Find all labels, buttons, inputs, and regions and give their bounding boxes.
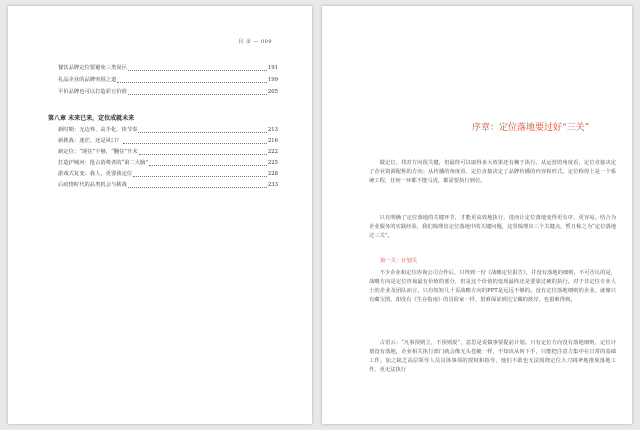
toc-entry xyxy=(58,149,278,156)
body-paragraph: 做定位，找对方向很关键，但最终可以取得多大效果还有赖于执行。从运营的角度看，定位直接决定了企业资源配称的方向；从传播的角度看，定位直接决定了品牌传播的内容和形式。定位称得上是一个系统工程，任何一环都不能马虎，都需要执行到位。 xyxy=(369,160,616,184)
toc-leader-dots xyxy=(128,69,267,71)
toc-entry xyxy=(58,77,278,84)
toc-entry xyxy=(58,65,278,72)
body-paragraph: 不少企业和定位咨询公司合作后，只得到一份《战略定位报告》，并没有落地的细则，不可否认的是，战略方向是定位咨询最有价值的部分，但是这个价值的变现最终还是要靠过硬的执行。对于非定位专业人士的企业及团队而言，只有短短几十页战略方向的PPT是远远不够的。没有定位落地细则的企业，就像只有藏宝图，却没有《生存指南》的冒险家一样，很难保证到达宝藏的彼岸，也很难得到。 xyxy=(369,270,616,303)
toc-leader-dots xyxy=(128,93,267,95)
toc-leader-dots xyxy=(123,142,267,144)
left-page xyxy=(8,6,312,424)
toc-entry-title: 平价品牌也可以打造彩豆价值 xyxy=(58,89,127,95)
running-head: 目 录 — 009 xyxy=(238,39,272,45)
toc-entry-page: 213 xyxy=(267,127,278,133)
toc-entry-title: 后疫情时代的品类机会与挑战 xyxy=(58,182,127,188)
toc-leader-dots xyxy=(128,186,267,188)
prologue-title: 序章：定位落地要过好“三关” xyxy=(472,123,590,133)
toc-entry-title: 新挑战：迷茫，还是风口？ xyxy=(58,138,122,144)
toc-entry xyxy=(58,171,278,178)
chapter-title: 第八章 未来已来，定位成就未来 xyxy=(48,115,135,122)
toc-entry xyxy=(58,127,278,134)
toc-leader-dots xyxy=(138,131,266,133)
toc-entry-title: 礼品企业的品牌突围之道 xyxy=(58,77,117,83)
toc-leader-dots xyxy=(149,164,267,166)
toc-entry-page: 191 xyxy=(267,65,278,71)
body-paragraph: 只有明确了定位落地的关键环节，才能更高效地执行，进而让定位落地变得更有序、更容易。结合为企业服务的实践经验，我们梳理出定位落地中的关键问题，这里梳理出三个关键点，暂且称之为“定位落地过三关”。 xyxy=(369,215,616,239)
toc-entry-title: 打造护城河：抢占消费者的“第二大脑” xyxy=(58,160,149,166)
toc-entry xyxy=(58,182,278,189)
toc-leader-dots xyxy=(139,153,267,155)
toc-leader-dots xyxy=(117,81,267,83)
body-paragraph: 古语云：“凡事预则立，不预则废”，意思是说做事要提前计划。只有定位方向没有落地细则，定位计划没有落地，企业相关执行部门就会像无头苍蝇一样，不知该从何下手，只能把注意力集中在日常的基础工作。加之缺乏高层领导人员具体事项的授权和指导，他们不敢也无法围绕定位大刀阔斧地推展落地工作，更无法执行 xyxy=(369,340,616,373)
toc-entry xyxy=(58,160,278,167)
toc-entry xyxy=(58,138,278,145)
toc-entry-title: 游戏式复变：我人，更要我定位 xyxy=(58,171,133,177)
toc-entry-page: 199 xyxy=(267,77,278,83)
toc-entry-page: 233 xyxy=(267,182,278,188)
toc-entry-page: 216 xyxy=(267,138,278,144)
section-heading: 第一关：计划关 xyxy=(380,258,418,264)
toc-entry-title: 新时期：无边界、高手化、快节奏 xyxy=(58,127,138,133)
toc-entry-page: 222 xyxy=(267,149,278,155)
toc-leader-dots xyxy=(133,175,267,177)
toc-entry-page: 225 xyxy=(267,160,278,166)
toc-entry-page: 205 xyxy=(267,89,278,95)
toc-entry-title: 餐饮品牌定位要避免三类误区 xyxy=(58,65,127,71)
right-page xyxy=(322,6,632,424)
toc-entry xyxy=(58,89,278,96)
toc-entry-page: 228 xyxy=(267,171,278,177)
toc-entry-title: 新定位：“现住”不够，“翻住”升未 xyxy=(58,149,138,155)
